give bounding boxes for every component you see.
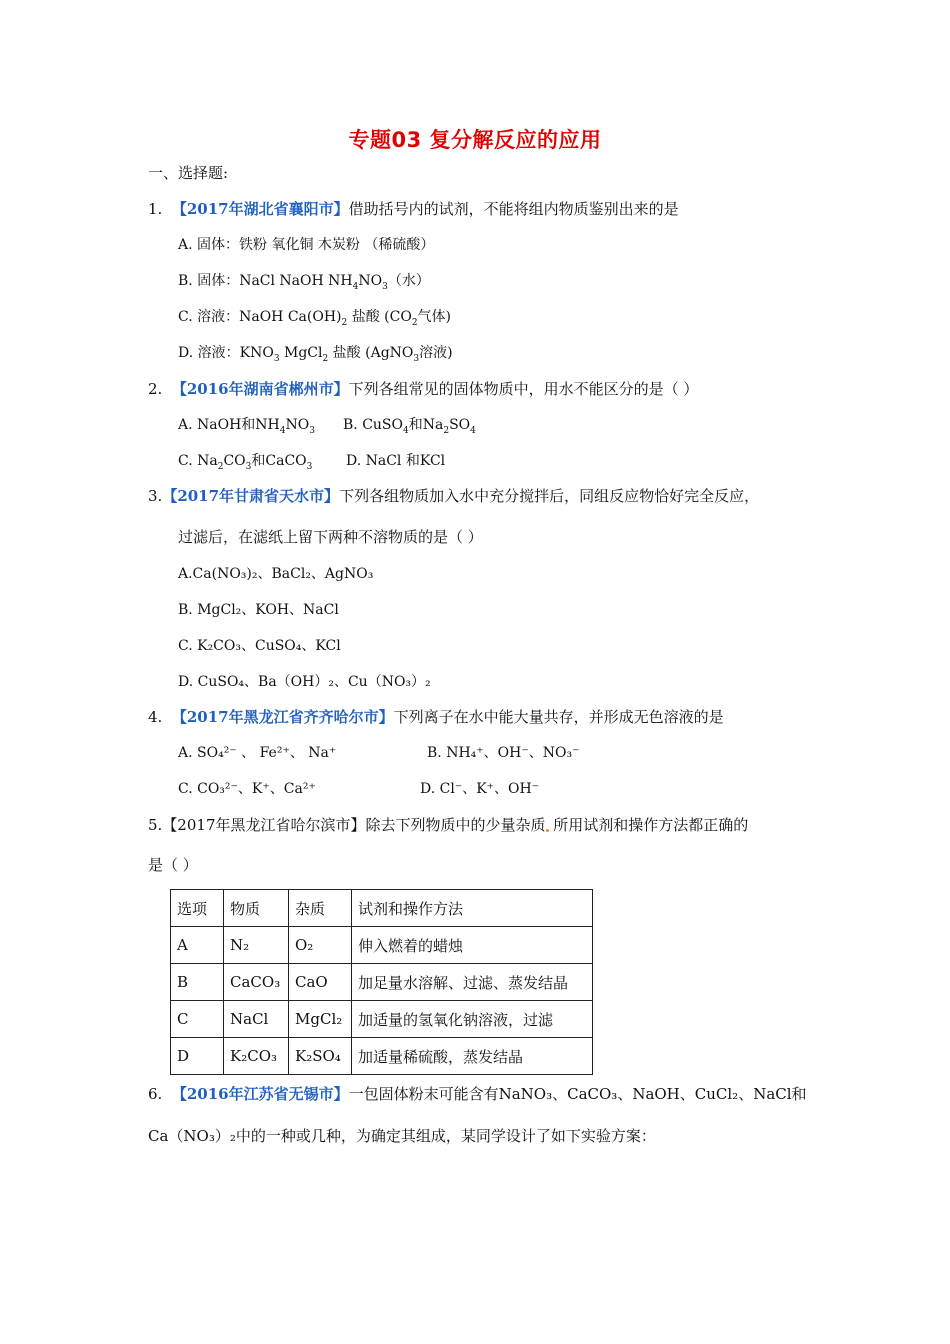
question-2-stem [148,379,698,399]
question-3-stem [148,486,759,506]
table-cell: 伸入燃着的蜡烛 [352,927,593,964]
question-source: 【2017年黑龙江省齐齐哈尔市】 [171,708,394,726]
table-cell: A [171,927,224,964]
question-3-stem-cont: 过滤后，在滤纸上留下两种不溶物质的是（ ） [178,528,483,546]
table-cell: MgCl₂ [289,1001,352,1038]
question-text: 下列各组常见的固体物质中，用水不能区分的是（ ） [348,380,699,398]
table-cell: 加适量的氢氧化钠溶液，过滤 [352,1001,593,1038]
q1-option-d: D. 溶液：$KNO_3$ MgCl$_2$ 盐酸 (AgNO$_3$溶液) [178,345,453,364]
q1-option-b: B. 固体：NaCl NaOH $NH_4NO_3$（水） [178,273,430,292]
table-cell: N₂ [224,927,289,964]
table-cell: B [171,964,224,1001]
table-row [171,927,593,964]
q3-option-d: D. CuSO₄、Ba（OH）₂、Cu（NO₃）₂ [178,674,431,690]
q4-option-d: D. Cl⁻、K⁺、OH⁻ [420,781,540,797]
question-source: 【2016年湖南省郴州市】 [171,380,349,398]
section-heading: 一、选择题: [148,164,229,182]
q1-option-a: A. 固体：铁粉 氧化铜 木炭粉 （稀硫酸） [178,237,435,253]
question-4-stem [148,707,724,727]
q3-option-c: C. K₂CO₃、CuSO₄、KCl [178,638,341,654]
q2-option-d: D. NaCl 和KCl [346,453,446,469]
table-row [171,1001,593,1038]
question-text: 一包固体粉末可能含有NaNO₃、CaCO₃、NaOH、CuCl₂、NaCl和 [348,1085,807,1103]
table-row [171,964,593,1001]
table-header-row [171,890,593,927]
q5-table [170,889,593,1075]
q1-option-c: C. 溶液：NaOH $Ca(OH)_2$ 盐酸 ($CO_2$气体) [178,309,452,328]
table-cell: O₂ [289,927,352,964]
question-5-stem: 5.【2017年黑龙江省哈尔滨市】除去下列物质中的少量杂质 所用试剂和操作方法都正确的 [148,816,749,834]
q2-option-a: A. NaOH和$NH_4NO_3$ [178,417,315,436]
table-header-cell: 选项 [171,890,224,927]
q4-option-c: C. CO₃²⁻、K⁺、Ca²⁺ [178,781,316,797]
question-source: 【2017年甘肃省天水市】 [162,487,340,505]
question-number: 4. [148,708,163,726]
question-6-stem-cont: Ca（NO₃）₂中的一种或几种，为确定其组成，某同学设计了如下实验方案： [148,1127,656,1145]
table-cell: NaCl [224,1001,289,1038]
q4-option-b: B. NH₄⁺、OH⁻、NO₃⁻ [427,745,580,761]
table-cell: CaCO₃ [224,964,289,1001]
question-text: 下列各组物质加入水中充分搅拌后，同组反应物恰好完全反应， [339,487,760,505]
question-5-stem-cont: 是（ ） [148,856,198,874]
question-number: 3. [148,487,163,505]
q3-option-b: B. MgCl₂、KOH、NaCl [178,602,339,618]
table-cell: 加足量水溶解、过滤、蒸发结晶 [352,964,593,1001]
table-header-cell: 物质 [224,890,289,927]
question-text: 下列离子在水中能大量共存，并形成无色溶液的是 [393,708,724,726]
question-number: 1. [148,200,163,218]
question-text: 借助括号内的试剂，不能将组内物质鉴别出来的是 [348,200,679,218]
question-6-stem [148,1084,807,1104]
q3-option-a: A.Ca(NO₃)₂、BaCl₂、AgNO₃ [178,566,374,582]
table-cell: C [171,1001,224,1038]
question-number: 6. [148,1085,163,1103]
table-cell: K₂CO₃ [224,1038,289,1075]
question-source: 【2016年江苏省无锡市】 [171,1085,349,1103]
table-cell: CaO [289,964,352,1001]
table-cell: K₂SO₄ [289,1038,352,1075]
q2-option-b: B. CuSO$_4$和$Na_2SO_4$ [343,417,476,436]
table-header-cell: 试剂和操作方法 [352,890,593,927]
table-cell: 加适量稀硫酸，蒸发结晶 [352,1038,593,1075]
table-row [171,1038,593,1075]
table-header-cell: 杂质 [289,890,352,927]
q2-option-c: C. $Na_2CO_3$和CaCO$_3$ [178,453,313,472]
question-source: 【2017年湖北省襄阳市】 [171,200,349,218]
question-number: 2. [148,380,163,398]
page-title: 专题03 复分解反应的应用 [348,128,602,152]
table-cell: D [171,1038,224,1075]
q4-option-a: A. SO₄²⁻ 、 Fe²⁺、 Na⁺ [178,745,337,761]
question-1-stem [148,199,679,219]
